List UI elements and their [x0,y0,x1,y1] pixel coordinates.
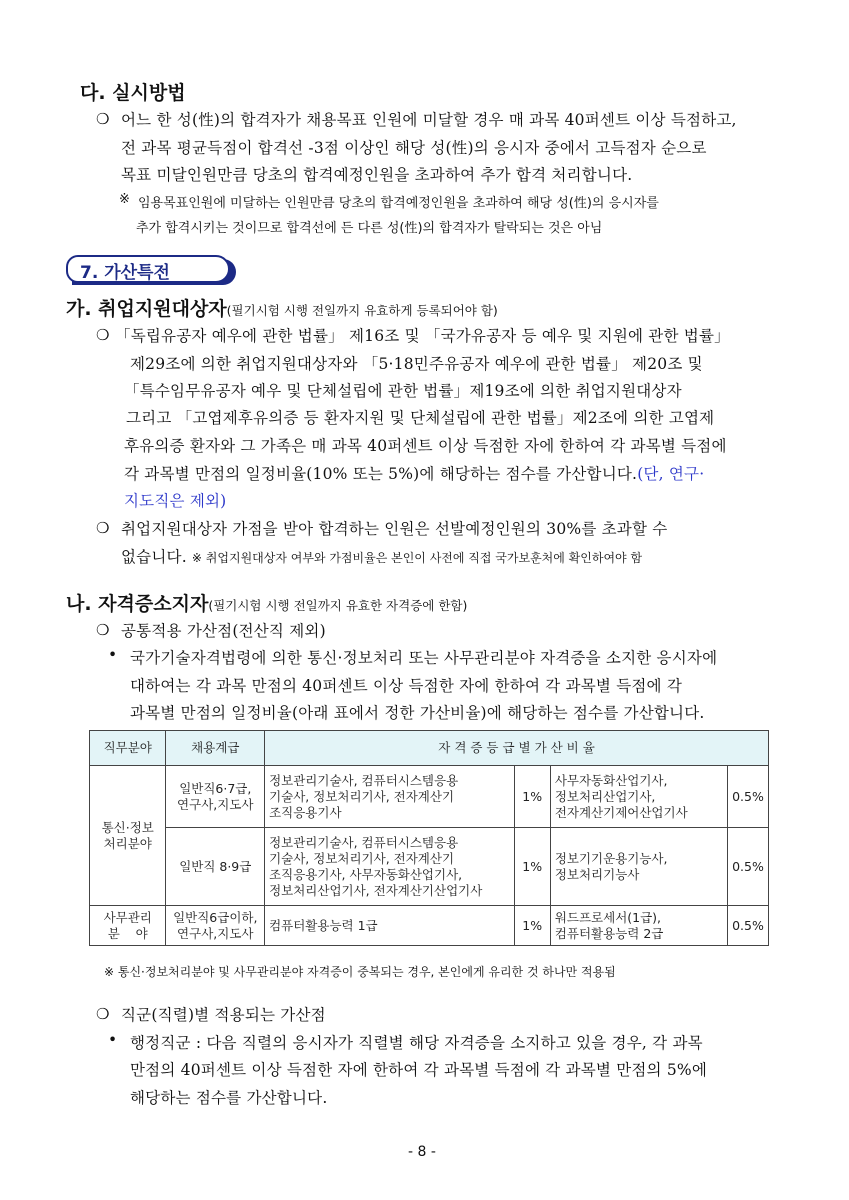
table-cell-certs [550,906,727,946]
table-cell-certs [265,828,515,906]
table-cell-certs [550,828,727,906]
table-cell-rate: 0.5% [727,766,768,828]
table-cell-rate: 1% [514,766,550,828]
cert-line: 사무자동화산업기사, [554,772,668,788]
table-cell-grade [166,828,265,906]
ga-blue-note-1: (단, 연구· [637,465,705,483]
grade-line: 일반직6·7급, [179,780,252,796]
table-row [90,906,769,946]
grade-line: 일반직6급이하, [173,909,258,925]
table-cell-field [90,766,166,906]
da-note-line-1: 임용목표인원에 미달하는 인원만큼 당초의 합격예정인원을 초과하여 해당 성(性)의 응시자를 [138,196,659,211]
cert-line: 정보관리기술사, 컴퓨터시스템응용 [269,772,459,788]
certificate-bonus-table [89,730,769,946]
dot-bullet: • [108,1031,118,1049]
table-cell-rate: 1% [514,906,550,946]
da-note-line-2: 추가 합격시키는 것이므로 합격선에 든 다른 성(性)의 합격자가 탈락되는 것은 아님 [136,221,603,236]
na-dot-line-1: 국가기술자격법령에 의한 통신·정보처리 또는 사무관리분야 자격증을 소지한 응시자에 [130,649,718,667]
field-line: 처리분야 [103,835,152,851]
ga-line-2: 제29조에 의한 취업지원대상자와 「5·18민주유공자 예우에 관한 법률」 제20조 및 [130,355,703,373]
cert-line: 기술사, 정보처리기사, 전자계산기 [269,788,455,804]
ga-p2-note: ※ 취업지원대상자 여부와 가점비율은 본인이 사전에 직접 국가보훈처에 확인하여야 함 [191,551,643,565]
table-cell-certs [550,766,727,828]
table-cell-grade [166,766,265,828]
cert-line: 기술사, 정보처리기사, 전자계산기 [269,850,455,866]
section-7-title: 7. 가산특전 [80,263,170,283]
grade-line: 연구사,지도사 [177,925,254,941]
table-cell-rate: 0.5% [727,828,768,906]
na-dot-line-3: 과목별 만점의 일정비율(아래 표에서 정한 가산비율)에 해당하는 점수를 가산합니다. [130,704,705,722]
section-da-heading: 다. 실시방법 [80,82,186,104]
ga-p2-line-2: 없습니다. [121,548,187,566]
da-line-2: 전 과목 평균득점이 합격선 -3점 이상인 해당 성(性)의 응시자 중에서 고득점자 순으로 [121,139,707,157]
field-line: 분 야 [107,925,148,941]
ga-p2-line-1: 취업지원대상자 가점을 받아 합격하는 인원은 선발예정인원의 30%를 초과할 수 [121,520,668,538]
da-line-3: 목표 미달인원만큼 당초의 합격예정인원을 초과하여 추가 합격 처리합니다. [121,166,633,184]
section-na-heading-row [66,589,467,616]
admin-line-2: 만점의 40퍼센트 이상 득점한 자에 한하여 각 과목별 득점에 각 과목별 만점의 5%에 [130,1061,708,1079]
table-row [90,766,769,828]
table-cell-certs [265,766,515,828]
section-7-tab [66,255,232,285]
section-ga-heading-note: (필기시험 시행 전일까지 유효하게 등록되어야 함) [226,303,498,318]
da-line-1: 어느 한 성(性)의 합격자가 채용목표 인원에 미달할 경우 매 과목 40퍼센트 이상 득점하고, [121,111,737,129]
na-sub2: 직군(직렬)별 적용되는 가산점 [121,1006,326,1024]
bullet-circle: ❍ [96,519,110,537]
section-na-heading-note: (필기시험 시행 전일까지 유효한 자격증에 한함) [208,598,468,613]
cert-line: 조직응용기사, 사무자동화산업기사, [269,866,463,882]
table-header: 채용계급 [166,731,265,766]
note-mark: ※ [119,192,130,207]
grade-line: 일반직 8·9급 [179,858,252,874]
ga-line-3: 「특수임무유공자 예우 및 단체설립에 관한 법률」제19조에 의한 취업지원대상자 [124,382,682,400]
table-header-row [90,731,769,766]
grade-line: 연구사,지도사 [177,796,254,812]
na-dot-line-2: 대하여는 각 과목 만점의 40퍼센트 이상 득점한 자에 한하여 각 과목별 득점에 각 [130,677,683,695]
bullet-circle: ❍ [96,1005,110,1023]
bullet-circle: ❍ [96,326,110,344]
cert-line: 조직응용기사 [269,804,342,820]
cert-line: 정보처리기능사 [554,866,640,882]
cert-line: 전자계산기제어산업기사 [554,804,688,820]
table-note: ※ 통신·정보처리분야 및 사무관리분야 자격증이 중복되는 경우, 본인에게 유리한 것 하나만 적용됨 [104,965,616,979]
ga-line-1: 「독립유공자 예우에 관한 법률」 제16조 및 「국가유공자 등 예우 및 지원에 관한 법률」 [115,327,730,345]
dot-bullet: • [108,646,118,664]
cert-line: 워드프로세서(1급), [554,909,662,925]
ga-blue-note-2: 지도직은 제외) [124,492,227,510]
cert-line: 컴퓨터활용능력 2급 [554,925,664,941]
bullet-circle: ❍ [96,110,110,128]
cert-line: 정보관리기술사, 컴퓨터시스템응용 [269,834,459,850]
bullet-circle: ❍ [96,621,110,639]
section-na-heading: 나. 자격증소지자 [66,593,209,615]
table-cell-rate: 0.5% [727,906,768,946]
field-line: 사무관리 [103,909,152,925]
cert-line: 컴퓨터활용능력 1급 [269,917,378,933]
table-cell-grade [166,906,265,946]
table-row [90,828,769,906]
table-cell-rate: 1% [514,828,550,906]
section-ga-heading-row [66,294,498,321]
ga-line-6-row [124,462,704,484]
admin-line-1: 행정직군 : 다음 직렬의 응시자가 직렬별 해당 자격증을 소지하고 있을 경우, 각 과목 [130,1034,703,1052]
field-line: 통신·정보 [101,819,154,835]
page-number: - 8 - [408,1144,436,1160]
na-sub1: 공통적용 가산점(전산직 제외) [121,622,326,640]
cert-line: 정보기기운용기능사, [554,850,668,866]
cert-line: 정보처리산업기사, 전자계산기산업기사 [269,882,483,898]
table-cell-field [90,906,166,946]
ga-line-6: 각 과목별 만점의 일정비율(10% 또는 5%)에 해당하는 점수를 가산합니다. [124,465,638,483]
table-header: 직무분야 [90,731,166,766]
table-cell-certs [265,906,515,946]
ga-p2-line-2-row [121,545,642,567]
table-header: 자 격 증 등 급 별 가 산 비 율 [265,731,769,766]
cert-line: 정보처리산업기사, [554,788,656,804]
section-ga-heading: 가. 취업지원대상자 [66,298,227,320]
ga-line-4: 그리고 「고엽제후유의증 등 환자지원 및 단체설립에 관한 법률」제2조에 의한 고엽제 [126,409,715,427]
ga-line-5: 후유의증 환자와 그 가족은 매 과목 40퍼센트 이상 득점한 자에 한하여 각 과목별 득점에 [124,437,727,455]
admin-line-3: 해당하는 점수를 가산합니다. [130,1089,328,1107]
